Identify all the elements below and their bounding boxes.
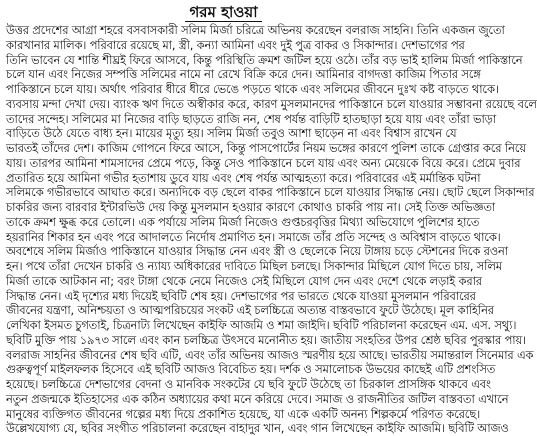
body-text-line: ব্যবসায় মন্দা দেখা দেয়। ব্যাংক ঋণ দিতে অস্বীকার করে, কারণ মুসলমানদের পাকিস্তানে চলে যাওয়ার সম্ভাবনা রয়েছে বলে (6, 96, 537, 111)
body-text-line: কারখানার মালিক। পরিবারে রয়েছে মা, স্ত্রী, কন্যা আমিনা এবং দুই পুত্র বাকর ও সিকান্দার। দেশভাগের পর (6, 37, 465, 52)
body-text-line: চলে যান এবং নিজের সম্পত্তি সলিমের নামে না রেখে বিক্রি করে দেন। আমিনার বাগদত্তা কাজিম পিতার সঙ্গে (6, 67, 481, 82)
body-text-line: মির্জা তাকে আটকান না; বরং টাঙ্গা থেকে নেমে নিজেও সেই মিছিলে যোগ দেন এবং দেশে থেকে লড়াই করার (6, 273, 482, 288)
body-text-line: সিদ্ধান্ত নেন। এই দৃশ্যের মধ্য দিয়েই ছবিটি শেষ হয়। দেশভাগের পর ভারতে থেকে যাওয়া মুসলমান পরিবারের (6, 288, 476, 303)
body-text-line: চাকরির জন্য বারবার ইন্টারভিউ দেয় কিন্তু মুসলমান হওয়ার কারণে কোথাও চাকরি পায় না। সেই তিক্ত অভিজ্ঞতা (6, 200, 496, 214)
body-text-line: গুরুত্বপূর্ণ মাইলফলক হিসেবে এই ছবিটি আজও বিবেচিত হয়। দর্শক ও সমালোচক উভয়ের কাছেই এটি প্রশংসিত (6, 362, 496, 377)
body-text-line: বলরাজ সাহনির জীবনের শেষ ছবি এটি, এবং তাঁর অভিনয় আজও স্মরণীয় হয়ে আছে। ভারতীয় সমান্তরাল সিনেমার এক (6, 347, 534, 362)
body-text-line: হয়রানির শিকার হন এবং পরে আদালতে নির্দোষ প্রমাণিত হন। সমাজে তাঁর প্রতি সন্দেহ ও অবিশ্বাস বাড়তে থাকে। (6, 229, 501, 244)
body-text-line: সলিমকে গভীরভাবে আঘাত করে। অন্যদিকে বড় ছেলে বাকর পাকিস্তানে চলে যাওয়ার সিদ্ধান্ত নেয়। ছোট ছেলে সিকান্দার (6, 185, 535, 200)
body-text-line: ছবিটি মুক্তি পায় ১৯৭৩ সালে এবং কান চলচ্চিত্র উৎসবে মনোনীত হয়। জাতীয় সংহতির উপর শ্রেষ্ঠ ছবির পুরস্কার পায়। (6, 332, 526, 347)
body-text-line: তাদের সন্দেহ। সলিমের মা নিজের বাড়ি ছাড়তে রাজি নন, শেষ পর্যন্ত বাড়িটি হাতছাড়া হয়ে যায় এবং তাঁরা ভাড়া (6, 111, 496, 126)
body-text-line: হন। পথে তাঁরা দেখেন চাকরি ও ন্যায্য অধিকারের দাবিতে মিছিল চলছে। সিকান্দার মিছিলে যোগ দিতে চায়, সলিম (6, 259, 502, 273)
body-text-line: লেখিকা ইসমত চুগতাই, চিত্রনাট্য লিখেছেন কাইফি আজমি ও শমা জাইদি। ছবিটি পরিচালনা করেছেন এম. এস. সথ্যু। (6, 318, 517, 332)
body-text-line: নতুন প্রজন্মকে ইতিহাসের এক কঠিন অধ্যায়ের কথা মনে করিয়ে দেবে। সমাজ ও রাজনীতির জটিল বাস্তবতা এখানে (6, 391, 509, 406)
body-text-line: জীবনের যন্ত্রণা, অনিশ্চয়তা ও আত্মপরিচয়ের সংকট এই চলচ্চিত্রে অত্যন্ত বাস্তবভাবে ফুটে উঠেছে। মূল কাহিনির (6, 303, 494, 318)
body-text-line: মানুষের ব্যক্তিগত জীবনের গল্পের মধ্য দিয়ে প্রকাশিত হয়েছে, যা একে একটি অনন্য শিল্পকর্মে পরিণত করেছে। (6, 406, 481, 421)
document-body (6, 23, 537, 436)
body-text-line: তাকে ক্রমশ ক্ষুব্ধ করে তোলে। এক পর্যায়ে সলিম মির্জা নিজেও গুপ্তচরবৃত্তির মিথ্যা অভিযোগে পুলিশের হাতে (6, 214, 480, 229)
title-wrap (6, 2, 441, 22)
body-text-line: যায়। তারপর আমিনা শামসাদের প্রেমে পড়ে, কিন্তু সেও পাকিস্তানে চলে যায় এবং অন্য মেয়েকে বিয়ে করে। প্রেমে দুবার (6, 155, 521, 170)
body-text-line: হয়েছে। চলচ্চিত্রে দেশভাগের বেদনা ও মানবিক সংকটের যে ছবি ফুটে উঠেছে তা চিরকাল প্রাসঙ্গিক থাকবে এবং (6, 377, 491, 391)
body-text-line: উত্তর প্রদেশের আগ্রা শহরে বসবাসকারী সলিম মির্জা চরিত্রে অভিনয় করেছেন বলরাজ সাহনি। তিনি একজন জুতো (6, 23, 505, 37)
body-text-line: বাড়িতে উঠে যেতে বাধ্য হন। মায়ের মৃত্যু হয়। সলিম মির্জা তবুও আশা ছাড়েন না এবং বিশ্বাস রাখেন যে (6, 126, 457, 141)
body-text-line: তিনি ভাবেন যে শান্তি শীঘ্রই ফিরে আসবে, কিন্তু পরিস্থিতি ক্রমশ জটিল হয়ে ওঠে। তাঁর বড় ভাই হালিম মির্জা পাকিস্তানে (6, 52, 523, 67)
body-text-line: অবশেষে সলিম মির্জাও পাকিস্তানে যাওয়ার সিদ্ধান্ত নেন এবং স্ত্রী ও ছেলেকে নিয়ে টাঙ্গায় চড়ে স্টেশনের দিকে রওনা (6, 244, 508, 259)
document-title: গরম হাওয়া (185, 4, 261, 22)
body-text-line: ভারতই তাঁদের দেশ। কাজিম গোপনে ফিরে আসে, কিন্তু পাসপোর্টের নিয়ম ভঙ্গের কারণে পুলিশ তাকে গ্রেপ্তার করে নিয়ে (6, 141, 526, 155)
body-text-line: প্রতারিত হয়ে আমিনা গভীর হতাশায় ডুবে যায় এবং শেষ পর্যন্ত আত্মহত্যা করে। পরিবারের এই মর্মান্তিক ঘটনা (6, 170, 481, 185)
body-text-line: পাকিস্তানে চলে যায়। অর্থাৎ পরিবার ধীরে ধীরে ভেঙে পড়তে থাকে এবং সলিমের জীবনে দুঃখ কষ্ট বাড়তে থাকে। (6, 82, 499, 96)
body-text-line: উল্লেখযোগ্য যে, ছবির সংগীত পরিচালনা করেছেন বাহাদুর খান, এবং গান লিখেছেন কাইফি আজমি। ছবিটি আজও (6, 421, 509, 436)
